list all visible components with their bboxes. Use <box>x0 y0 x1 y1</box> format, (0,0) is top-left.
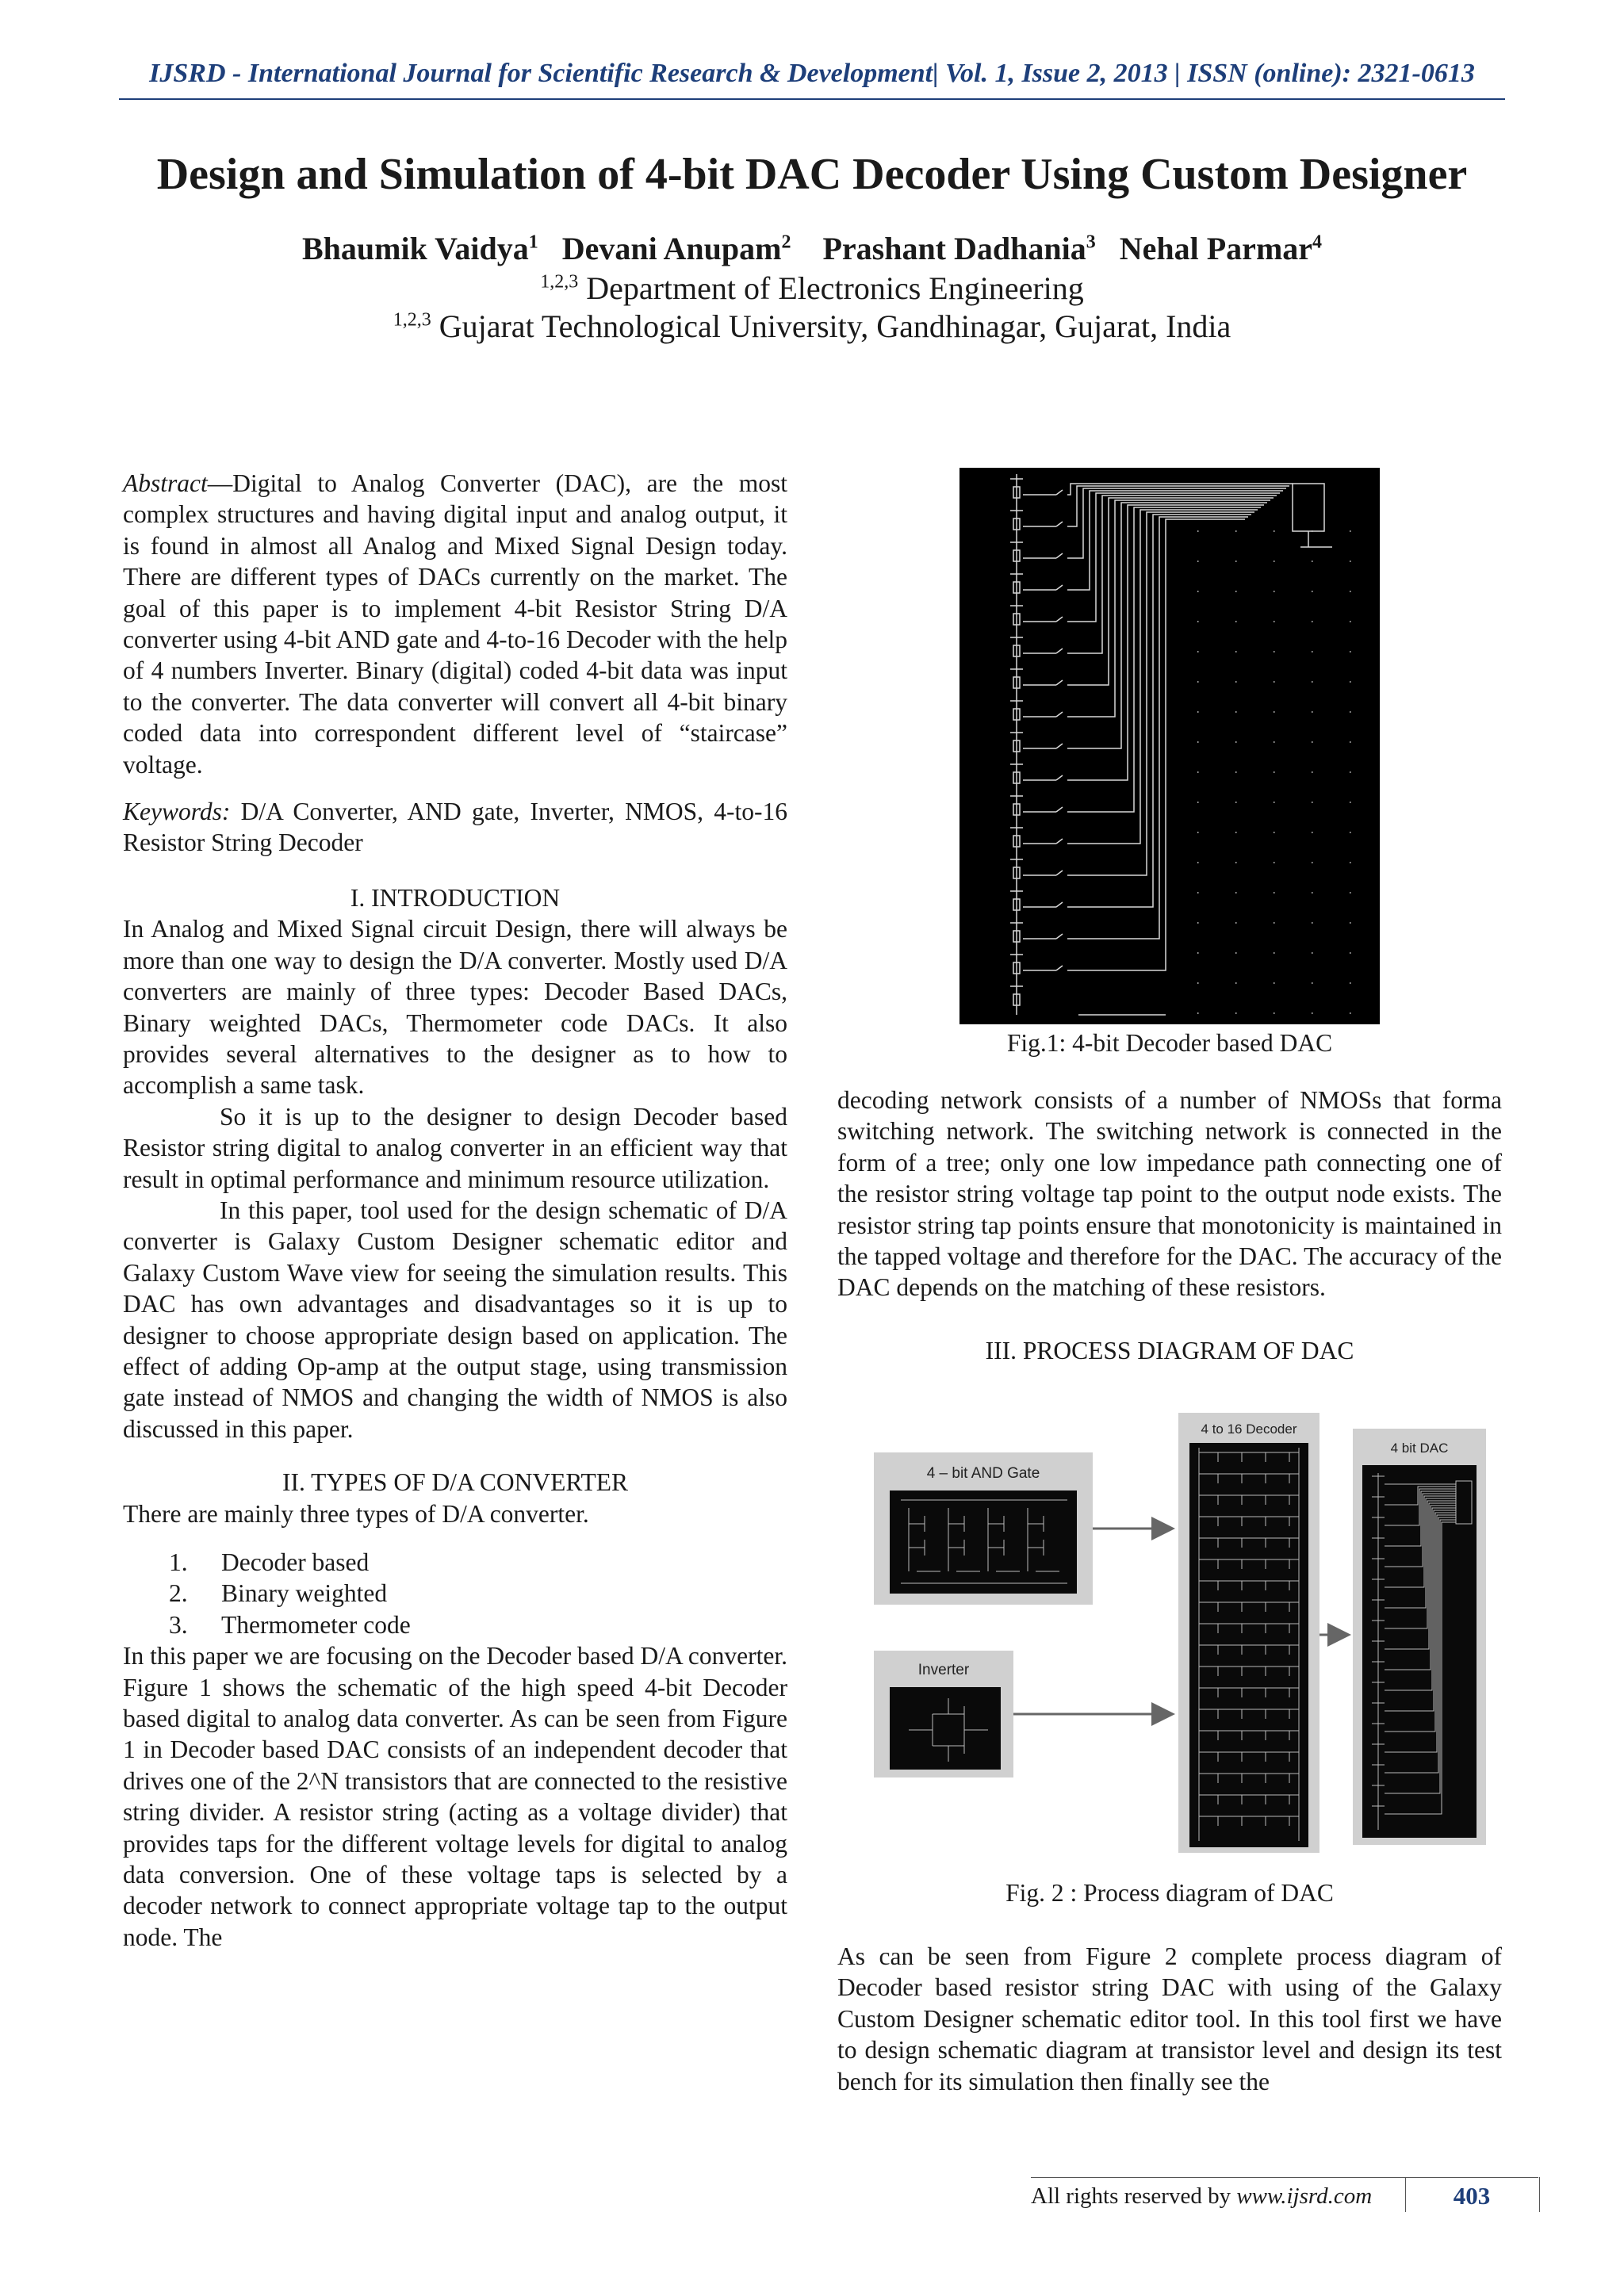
section-heading-types: II. TYPES OF D/A CONVERTER <box>282 1468 628 1497</box>
list-text: Thermometer code <box>221 1610 411 1639</box>
types-list <box>123 1547 787 1640</box>
dac-label: 4 bit DAC <box>1390 1441 1449 1456</box>
decoder-label: 4 to 16 Decoder <box>1201 1422 1297 1437</box>
author-name: Bhaumik Vaidya <box>301 231 529 266</box>
footer-rights <box>1031 2183 1372 2210</box>
figure-1-caption: Fig.1: 4-bit Decoder based DAC <box>1006 1029 1333 1057</box>
process-diagram <box>845 1413 1492 1859</box>
author-name: Devani Anupam <box>561 231 782 266</box>
figure-1-schematic <box>959 468 1380 1024</box>
page-number: 403 <box>1453 2182 1491 2210</box>
inverter-schematic <box>890 1687 1001 1770</box>
keywords-text: D/A Converter, AND gate, Inverter, NMOS, 4-to-16 Resistor String Decoder <box>123 798 787 857</box>
author-sup: 2 <box>781 232 791 253</box>
right-column-text <box>837 1085 1502 1366</box>
types-paragraph: In this paper we are focusing on the Decoder based D/A converter. Figure 1 shows the schematic of the high speed 4-bit Decoder based digital to analog data converter. As can be seen from Figure 1 in Decoder based DAC consists of an independent decoder that drives one of the 2^N transistors that are connected to the resistive string divider. A resistor string (acting as a voltage divider) that provides taps for the different voltage levels for digital to analog data conversion. One of these voltage taps is selected by a decoder network to connect appropriate voltage tap to the output node. The <box>123 1642 787 1951</box>
section-heading-introduction: I. INTRODUCTION <box>350 883 561 912</box>
keywords <box>123 796 787 859</box>
author-sup: 3 <box>1086 232 1096 253</box>
figure-2-caption: Fig. 2 : Process diagram of DAC <box>1005 1879 1334 1907</box>
author-name: Nehal Parmar <box>1119 231 1313 266</box>
and-gate-label: 4 – bit AND Gate <box>926 1465 1040 1482</box>
section-heading-process: III. PROCESS DIAGRAM OF DAC <box>985 1336 1354 1364</box>
abstract-text: Digital to Analog Converter (DAC), are the most complex structures and having digital input and analog output, it is found in almost all Analog and Mixed Signal Design today. There are different types of DACs currently on the market. The goal of this paper is to implement 4-bit Resistor String D/A converter using 4-bit AND gate and 4-to-16 Decoder with the help of 4 numbers Inverter. Binary (digital) coded 4-bit data was input to the converter. The data converter will convert all 4-bit binary coded data into correspondent different level of “staircase” voltage. <box>123 469 788 779</box>
list-text: Binary weighted <box>221 1579 388 1608</box>
paper-title: Design and Simulation of 4-bit DAC Decoder Using Custom Designer <box>156 150 1468 199</box>
inverter-label: Inverter <box>917 1662 970 1678</box>
list-item <box>123 1578 787 1609</box>
affiliation-text: Gujarat Technological University, Gandhinagar, Gujarat, India <box>439 308 1231 344</box>
affiliation-department <box>0 270 1624 307</box>
rights-text: All rights reserved by <box>1031 2183 1237 2209</box>
abstract: Abstract—Digital to Analog Converter (DAC), are the most complex structures and having digital input and analog output, it is found in almost all Analog and Mixed Signal Design today. There are different types of DACs currently on the market. The goal of this paper is to implement 4-bit Resistor String D/A converter using 4-bit AND gate and 4-to-16 Decoder with the help of 4 numbers Inverter. Binary (digital) coded 4-bit data was input to the converter. The data converter will convert all 4-bit binary coded data into correspondent different level of “staircase” voltage. <box>123 469 788 779</box>
list-number: 1. <box>169 1548 188 1576</box>
list-item <box>123 1609 787 1640</box>
decoder-dac-schematic <box>959 468 1380 1024</box>
figure-2-process-diagram <box>845 1413 1492 1859</box>
intro-paragraph: In Analog and Mixed Signal circuit Design, there will always be more than one way to design the D/A converter. Mostly used D/A converters are mainly of three types: Decoder Based DACs, Binary weighted DACs, Thermometer code DACs. It also provides several alternatives to the designer as to how to accomplish a same task. <box>123 915 787 1100</box>
author-list <box>0 230 1624 267</box>
types-lead: There are mainly three types of D/A converter. <box>123 1499 589 1528</box>
header-rule <box>119 98 1505 100</box>
affiliation-text: Department of Electronics Engineering <box>586 270 1084 306</box>
list-number: 3. <box>169 1610 188 1639</box>
intro-paragraph: So it is up to the designer to design Decoder based Resistor string digital to analog converter in an efficient way that result in optimal performance and minimum resource utilization. <box>123 1102 787 1193</box>
list-text: Decoder based <box>221 1548 370 1576</box>
affiliation-sup: 1,2,3 <box>393 309 431 331</box>
intro-paragraph: In this paper, tool used for the design schematic of D/A converter is Galaxy Custom Designer schematic editor and Galaxy Custom Wave view for seeing the simulation results. This DAC has own advantages and disadvantages so it is up to designer to choose appropriate design based on application. The effect of adding Op-amp at the output stage, using transmission gate instead of NMOS and changing the width of NMOS is also discussed in this paper. <box>123 1196 787 1443</box>
process-paragraph: As can be seen from Figure 2 complete process diagram of Decoder based resistor string DAC with using of the Galaxy Custom Designer schematic editor tool. In this tool first we have to design schematic diagram at transistor level and design its test bench for its simulation then finally see the <box>837 1942 1502 2095</box>
affiliation-university <box>0 308 1624 345</box>
keywords-label: Keywords: <box>123 798 231 826</box>
right-paragraph: decoding network consists of a number of NMOSs that forma switching network. The switching network is connected in the form of a tree; only one low impedance path connecting one of the resistor string voltage tap point to the output node exists. The resistor string tap points ensure that monotonicity is maintained in the tapped voltage and therefore for the DAC. The accuracy of the DAC depends on the matching of these resistors. <box>837 1086 1502 1302</box>
footer-site-link[interactable]: www.ijsrd.com <box>1236 2183 1373 2209</box>
author-sup: 1 <box>528 232 538 253</box>
left-column <box>123 468 787 1953</box>
right-column-bottom <box>837 1941 1502 2097</box>
author-sup: 4 <box>1312 232 1323 253</box>
list-number: 2. <box>169 1579 188 1608</box>
affiliation-sup: 1,2,3 <box>540 271 579 293</box>
journal-header: IJSRD - International Journal for Scientific Research & Development| Vol. 1, Issue 2, 2013 | ISSN (online): 2321-0613 <box>149 59 1475 88</box>
list-item <box>123 1547 787 1578</box>
abstract-label: Abstract <box>123 469 208 497</box>
author-name: Prashant Dadhania <box>822 231 1086 266</box>
and-gate-schematic <box>890 1490 1077 1594</box>
